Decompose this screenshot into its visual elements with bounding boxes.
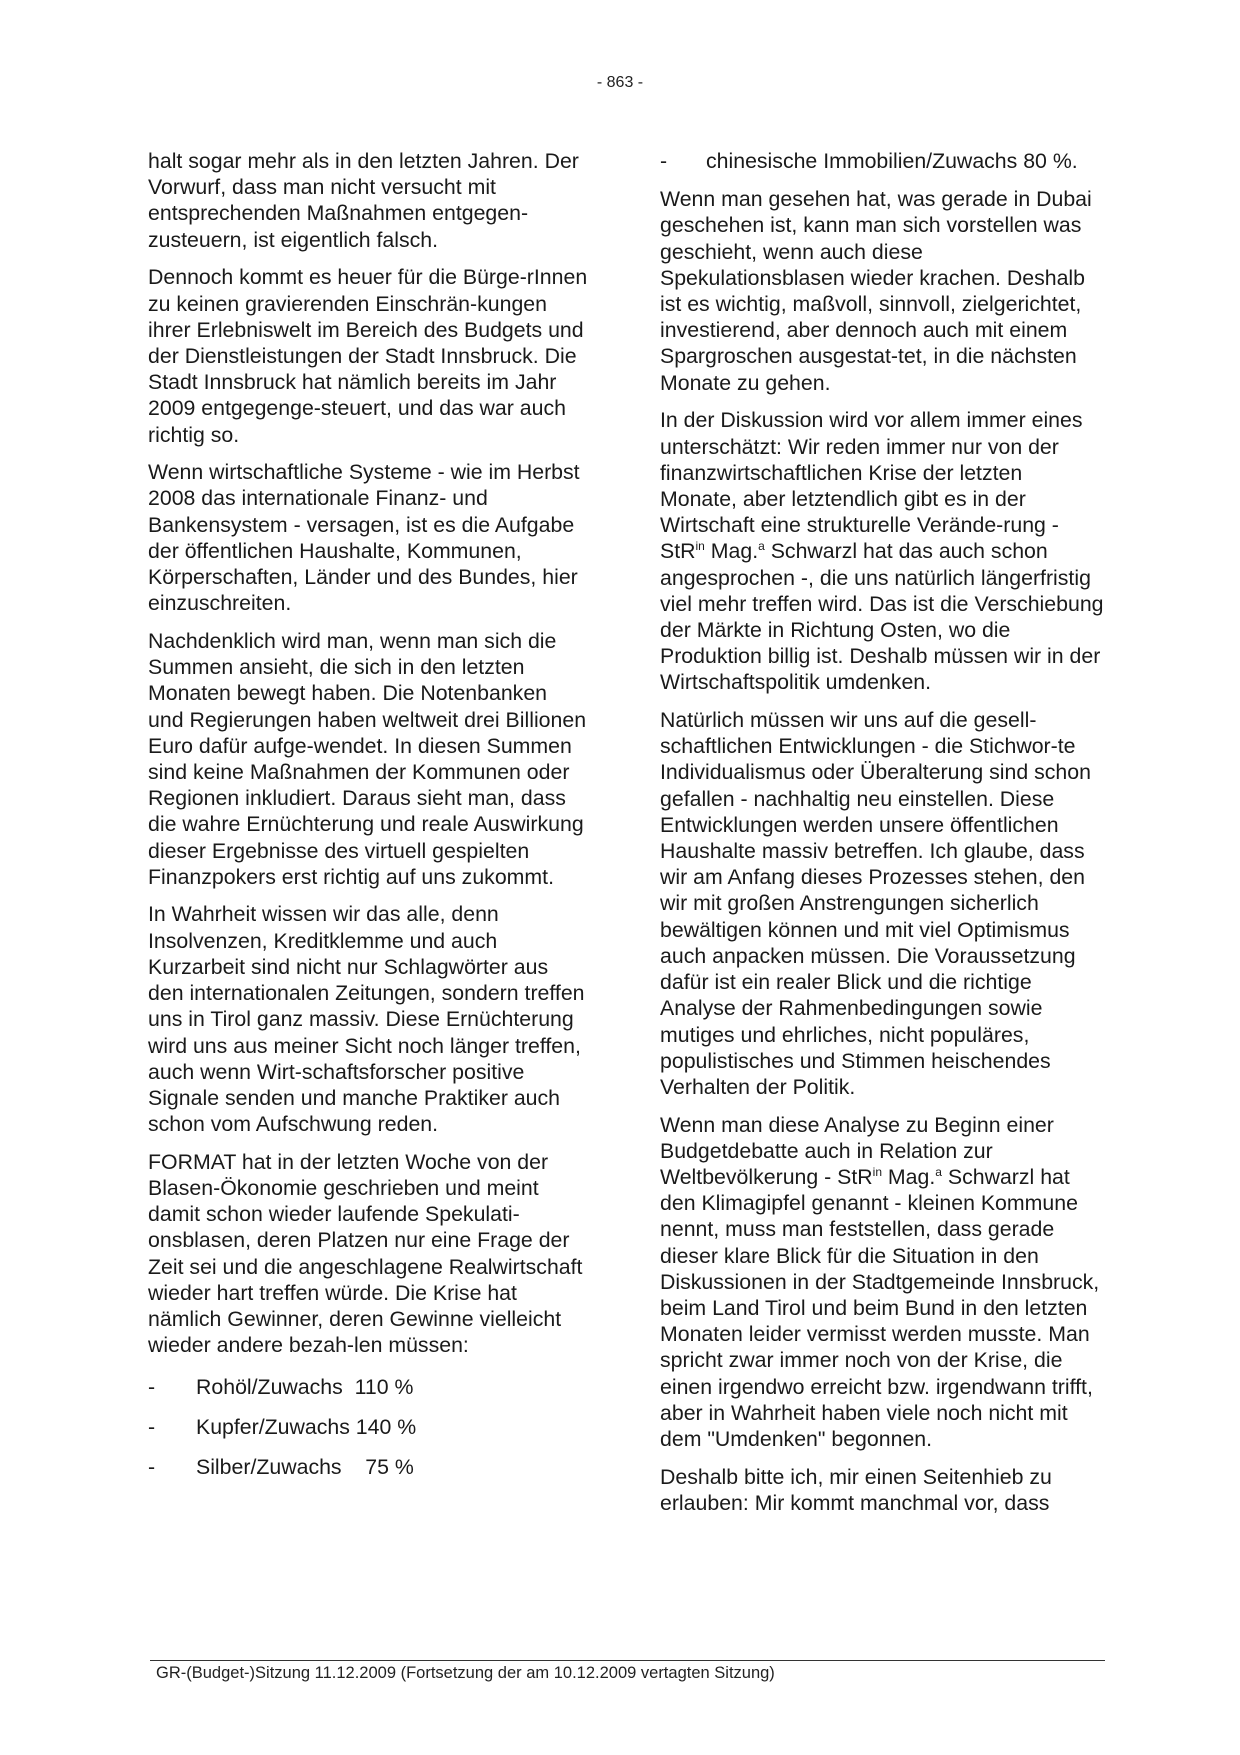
- paragraph: In Wahrheit wissen wir das alle, denn Insolvenzen, Kreditklemme und auch Kurzarbeit sind nicht nur Schlagwörter aus den internationalen Zeitungen, sondern treffen uns in Tirol ganz massiv. Diese Ernüchterung wird uns aus meiner Sicht noch länger treffen, auch wenn Wirt-schaftsforscher positive Signale senden und manche Praktiker auch schon vom Aufschwung reden.: [148, 902, 585, 1137]
- paragraph: Nachdenklich wird man, wenn man sich die Summen ansieht, die sich in den letzten Monaten bewegt haben. Die Notenbanken und Regierungen haben weltweit drei Billionen Euro dafür aufge-wendet. In diesen Summen sind keine Maßnahmen der Kommunen oder Regionen inkludiert. Daraus sieht man, dass die wahre Ernüchterung und reale Auswirkung dieser Ergebnisse des virtuell gespielten Finanzpokers erst richtig auf uns zukommt.: [148, 628, 587, 889]
- text-run: Schwarzl hat den Klimagipfel genannt - kleinen Kommune nennt, muss man feststellen, dass gerade dieser klare Blick für die Situation in den Diskussionen in der Stadtgemeinde Innsbruck, beim Land Tirol und beim Bund in den letzten Monaten leider vermisst werden musste. Man spricht zwar immer noch von der Krise, die einen irgendwo erreicht bzw. irgendwann trifft, aber in Wahrheit haben viele noch nicht mit dem "Umdenken" begonnen.: [660, 1165, 1100, 1452]
- page-footer: GR-(Budget-)Sitzung 11.12.2009 (Fortsetzung der am 10.12.2009 vertagten Sitzung): [156, 1664, 775, 1682]
- right-column: [660, 148, 1105, 1528]
- text-run: Mag.: [882, 1165, 936, 1190]
- superscript: a: [758, 539, 765, 554]
- list-item-text: Silber/Zuwachs 75 %: [196, 1454, 414, 1479]
- paragraph: FORMAT hat in der letzten Woche von der Blasen-Ökonomie geschrieben und meint damit schon wieder laufende Spekulati-onsblasen, deren Platzen nur eine Frage der Zeit sei und die angeschlagene Realwirtschaft wieder hart treffen würde. Die Krise hat nämlich Gewinner, deren Gewinne vielleicht wieder andere bezah-len müssen:: [148, 1149, 583, 1358]
- list-dash: -: [148, 1415, 156, 1440]
- paragraph: Wenn man gesehen hat, was gerade in Dubai geschehen ist, kann man sich vorstellen was geschieht, wenn auch diese Spekulationsblasen wieder krachen. Deshalb ist es wichtig, maßvoll, sinnvoll, zielgerichtet, investierend, aber dennoch auch mit einem Spargroschen ausgestat-tet, in die nächsten Monate zu gehen.: [660, 187, 1092, 395]
- paragraph: [660, 407, 1105, 695]
- paragraph: Natürlich müssen wir uns auf die gesell-schaftlichen Entwicklungen - die Stichwor-te Individualismus oder Überalterung sind schon gefallen - nachhaltig neu einstellen. Diese Entwicklungen werden unsere öffentlichen Haushalte massiv betreffen. Ich glaube, dass wir am Anfang dieses Prozesses stehen, den wir mit großen Anstrengungen sicherlich bewältigen können und mit viel Optimismus auch anpacken müssen. Die Voraussetzung dafür ist ein realer Blick und die richtige Analyse der Rahmenbedingungen sowie mutiges und ehrliches, nicht populäres, populistisches und Stimmen heischendes Verhalten der Politik.: [660, 708, 1091, 1099]
- list-dash: -: [660, 149, 668, 173]
- superscript: in: [695, 539, 705, 554]
- list-item: [660, 148, 1105, 174]
- page-number: - 863 -: [596, 74, 644, 91]
- list-dash: -: [148, 1454, 156, 1479]
- paragraph: [660, 1112, 1105, 1453]
- list-dash: -: [148, 1375, 156, 1400]
- list-item: [148, 1374, 588, 1400]
- list-item-text: Kupfer/Zuwachs 140 %: [196, 1415, 417, 1440]
- list-item-text: Rohöl/Zuwachs 110 %: [196, 1375, 414, 1400]
- list-item: [148, 1454, 588, 1480]
- text-run: Wenn man diese Analyse zu Beginn einer Budgetdebatte auch in Relation zur Weltbevölkerung - StR: [660, 1112, 1054, 1190]
- list-item-text: chinesische Immobilien/Zuwachs 80 %.: [706, 149, 1078, 173]
- superscript: in: [872, 1164, 883, 1179]
- footer-divider: [150, 1660, 1105, 1661]
- superscript: a: [935, 1164, 942, 1179]
- paragraph: Dennoch kommt es heuer für die Bürge-rInnen zu keinen gravierenden Einschrän-kungen ihrer Erlebniswelt im Bereich des Budgets und der Dienstleistungen der Stadt Innsbruck. Die Stadt Innsbruck hat nämlich bereits im Jahr 2009 entgegenge-steuert, und das war auch richtig so.: [148, 265, 588, 447]
- paragraph: Deshalb bitte ich, mir einen Seitenhieb zu erlauben: Mir kommt manchmal vor, dass: [660, 1464, 1052, 1515]
- paragraph: halt sogar mehr als in den letzten Jahren. Der Vorwurf, dass man nicht versucht mit entsprechenden Maßnahmen entgegen-zusteuern, ist eigentlich falsch.: [148, 149, 579, 252]
- list-item: [148, 1414, 588, 1440]
- text-run: Mag.: [704, 539, 759, 564]
- paragraph: Wenn wirtschaftliche Systeme - wie im Herbst 2008 das internationale Finanz- und Bankensystem - versagen, ist es die Aufgabe der öffentlichen Haushalte, Kommunen, Körperschaften, Länder und des Bundes, hier einzuschreiten.: [148, 460, 580, 616]
- text-run: Schwarzl hat das auch schon angesprochen -, die uns natürlich längerfristig viel mehr treffen wird. Das ist die Verschiebung der Märkte in Richtung Osten, wo die Produktion billig ist. Deshalb müssen wir in der Wirtschaftspolitik umdenken.: [660, 539, 1104, 695]
- left-column: [148, 148, 588, 1494]
- text-run: In der Diskussion wird vor allem immer eines unterschätzt: Wir reden immer nur von der finanzwirtschaftlichen Krise der letzten Monate, aber letztendlich gibt es in der Wirtschaft eine strukturelle Verände-rung - StR: [660, 408, 1083, 564]
